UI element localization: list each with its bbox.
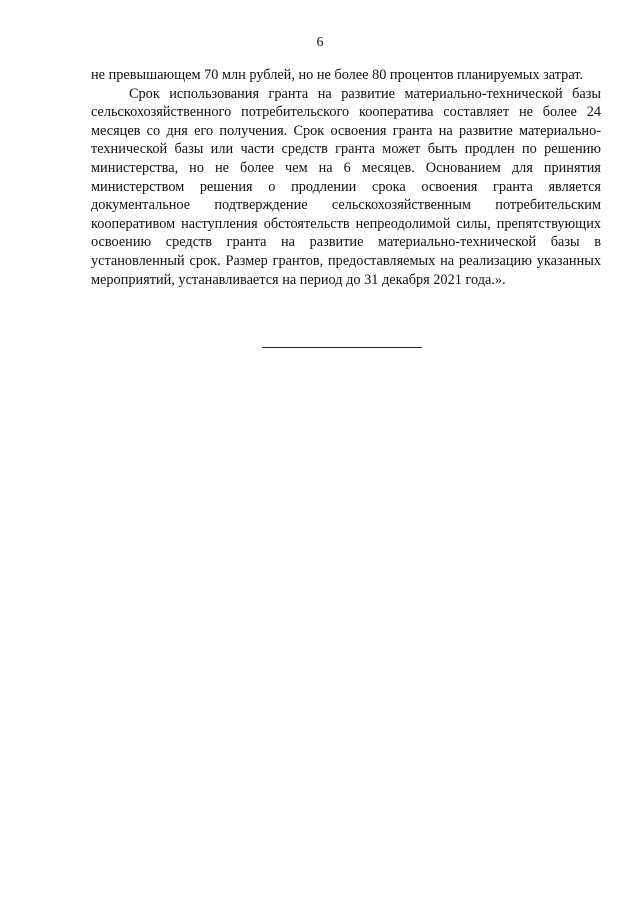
document-body xyxy=(91,66,601,289)
end-separator-line xyxy=(262,347,422,348)
paragraph-continuation: не превышающем 70 млн рублей, но не более 80 процентов планируемых затрат. xyxy=(91,67,584,83)
page-number: 6 xyxy=(316,35,324,50)
paragraph-grant-term: Срок использования гранта на развитие материально-технической базы сельскохозяйственного потребительского кооператива составляет не более 24 месяцев со дня его получения. Срок освоения гранта на развитие материально-технической базы или части средств гранта может быть продлен по решению министерства, но не более чем на 6 месяцев. Основанием для принятия министерством решения о продлении срока освоения гранта является документальное подтверждение сельскохозяйственным потребительским кооперативом наступления обстоятельств непреодолимой силы, препятствующих освоению средств гранта на развитие материально-технической базы в установленный срок. Размер грантов, предоставляемых на реализацию указанных мероприятий, устанавливается на период до 31 декабря 2021 года.». xyxy=(91,85,601,288)
